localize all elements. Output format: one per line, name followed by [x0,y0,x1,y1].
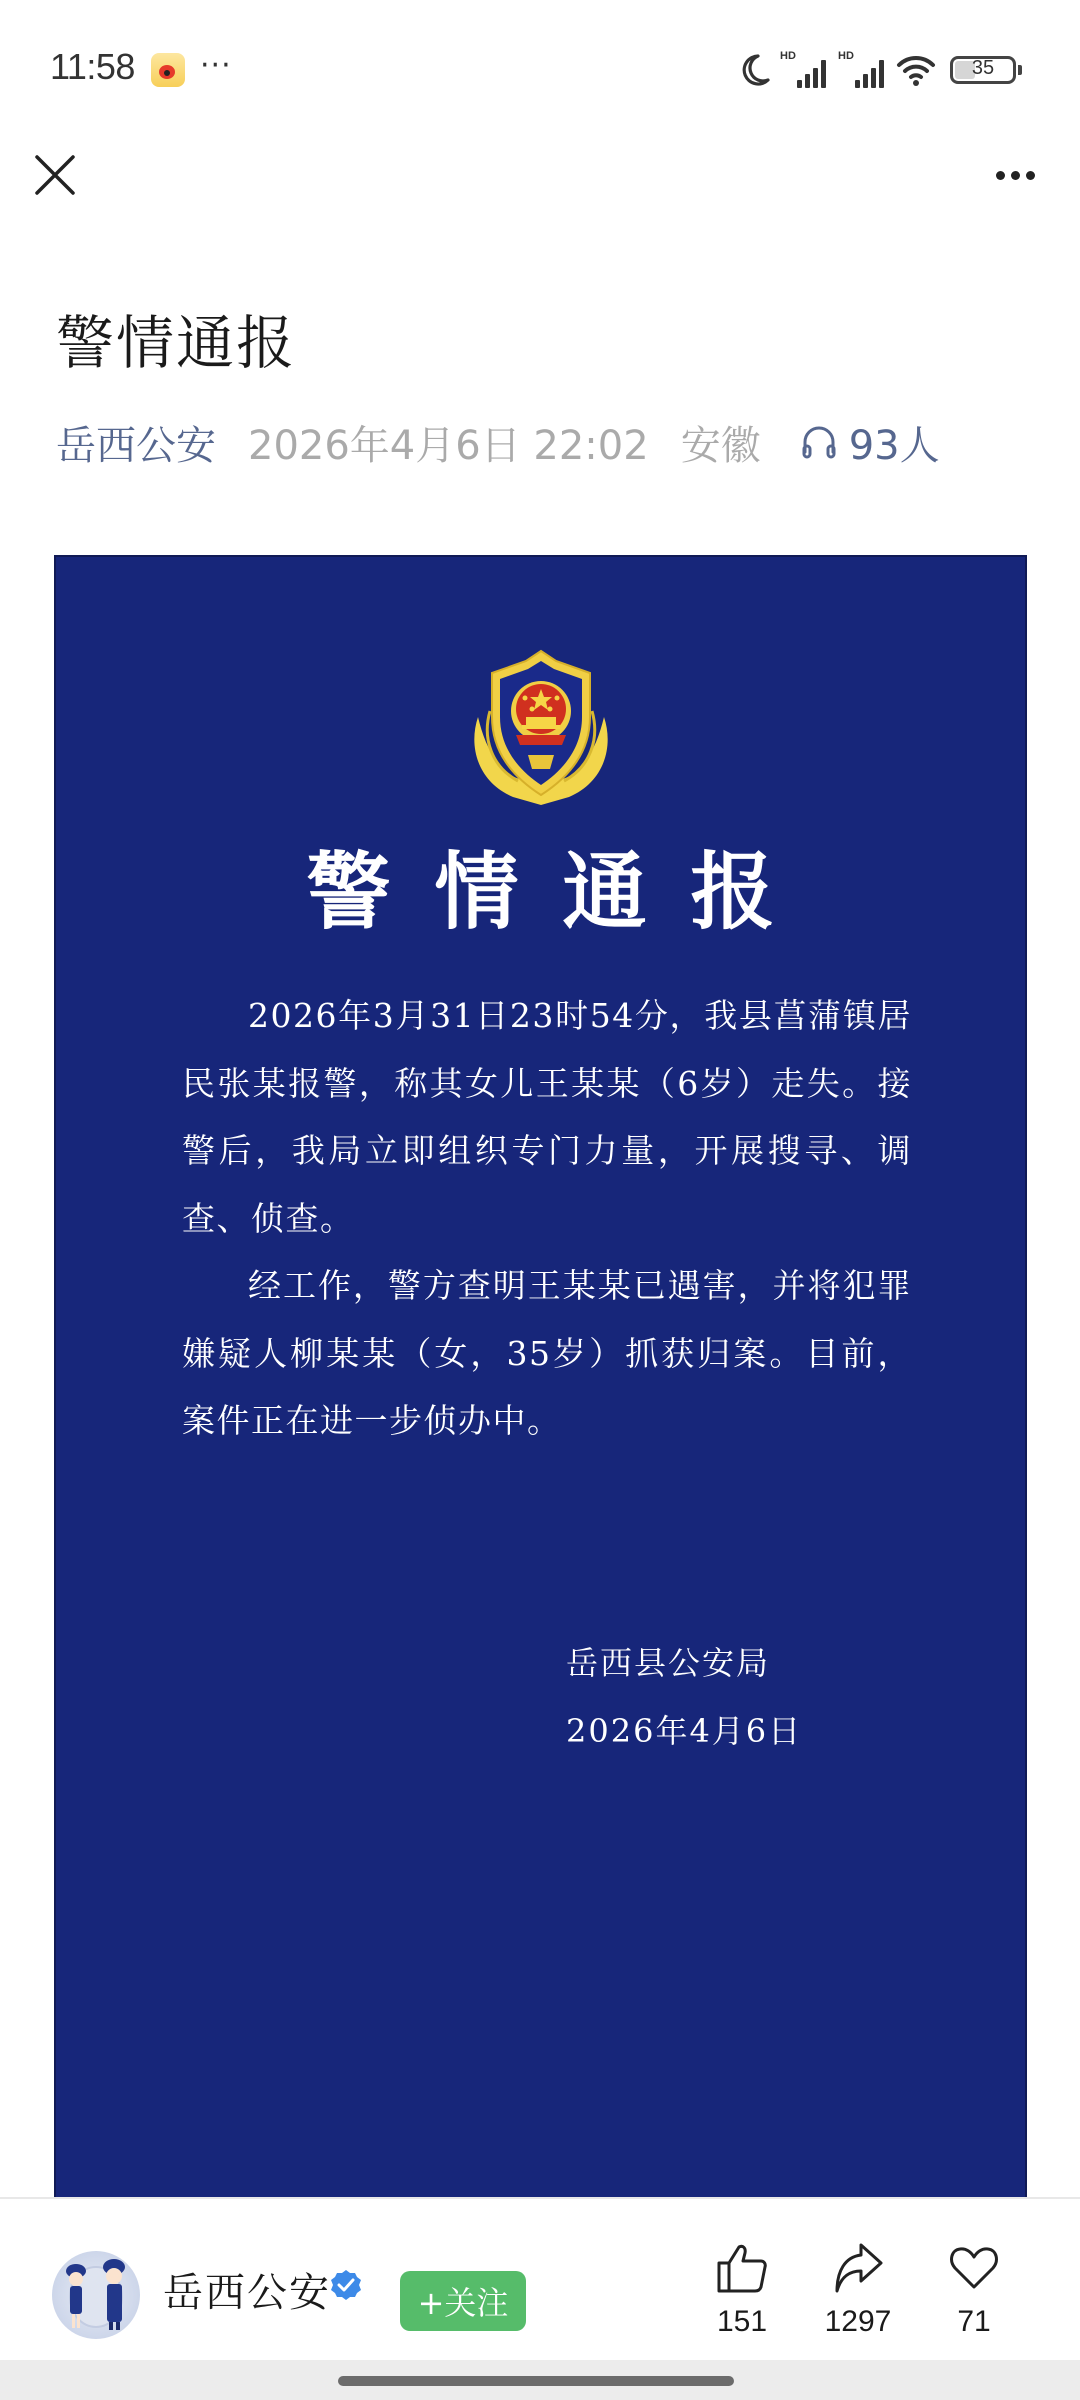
signature-org: 岳西县公安局 [566,1644,771,1682]
more-icon-dot [1026,171,1035,180]
listener-count: 93人 [848,422,940,469]
notice-image[interactable] [54,555,1027,2197]
favorite-button[interactable] [924,2241,1024,2339]
police-cartoon-avatar-icon [52,2251,140,2339]
notice-signature [566,1629,802,1765]
bottom-author-name[interactable]: 岳西公安 [163,2270,331,2316]
follow-button[interactable]: +关注 [400,2271,526,2331]
status-time: 11:58 [50,46,135,87]
signal-hd-icon: HD [780,52,828,88]
police-emblem-icon [468,647,614,807]
like-button[interactable] [692,2241,792,2339]
article-meta [56,412,940,472]
notice-body [182,982,912,1455]
close-icon [30,150,80,200]
avatar[interactable] [52,2251,140,2339]
more-options-button[interactable] [980,150,1050,200]
signature-date: 2026年4月6日 [566,1712,803,1750]
share-count: 1297 [824,2305,892,2338]
notice-heading: 警情通报 [306,842,819,941]
verified-badge-icon [330,2269,362,2301]
notice-paragraph: 2026年3月31日23时54分，我县菖蒲镇居民张某报警，称其女儿王某某（6岁）走失。接警后，我局立即组织专门力量，开展搜寻、调查、侦查。 [182,996,912,1238]
page-title: 警情通报 [56,309,297,377]
home-indicator[interactable] [338,2376,734,2386]
publish-location: 安徽 [680,422,761,469]
author-link[interactable]: 岳西公安 [56,422,216,469]
headphones-icon [799,422,839,462]
listen-button[interactable] [799,414,940,471]
status-overflow-icon: ··· [200,48,232,83]
status-icons [738,50,1016,90]
notice-paragraph: 经工作，警方查明王某某已遇害，并将犯罪嫌疑人柳某某（女，35岁）抓获归案。目前，案件正在进一步侦办中。 [182,1266,912,1440]
weibo-icon [151,53,185,87]
favorite-count: 71 [957,2305,991,2338]
close-button[interactable] [30,150,80,200]
moon-icon [738,52,770,88]
status-bar [0,0,1080,140]
like-count: 151 [716,2305,768,2338]
gesture-area [0,2360,1080,2400]
share-button[interactable] [808,2241,908,2339]
more-icon-dot [996,171,1005,180]
publish-datetime: 2026年4月6日 22:02 [248,422,649,469]
signal-hd-icon: HD [838,52,886,88]
more-icon-dot [1011,171,1020,180]
share-icon [831,2241,885,2295]
bottom-action-bar [0,2197,1080,2360]
wifi-icon [896,52,936,88]
heart-icon [947,2241,1001,2295]
thumbs-up-icon [715,2241,769,2295]
battery-icon: 35 [950,56,1016,84]
